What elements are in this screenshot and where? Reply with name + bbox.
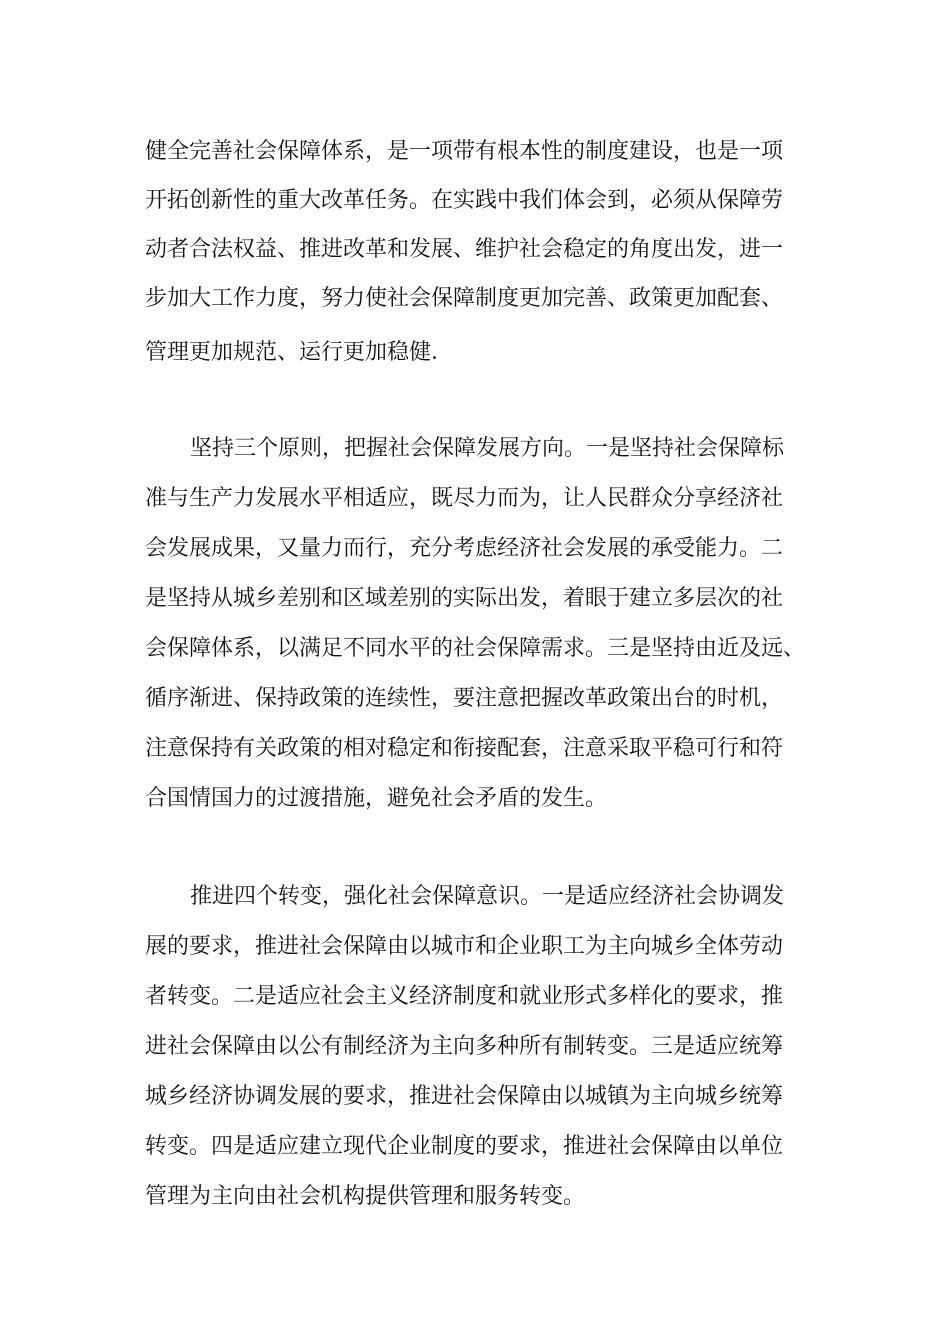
paragraph-first-line: 坚持三个原则，把握社会保障发展方向。一是坚持社会保障标: [190, 436, 785, 461]
paragraph-line: 会保障体系，以满足不同水平的社会保障需求。三是坚持由近及远、: [145, 636, 806, 661]
paragraph-line: 健全完善社会保障体系，是一项带有根本性的制度建设，也是一项: [145, 139, 784, 164]
paragraph-line: 循序渐进、保持政策的连续性，要注意把握改革政策出台的时机，: [145, 686, 784, 711]
paragraph-line: 城乡经济协调发展的要求，推进社会保障由以城镇为主向城乡统筹: [145, 1084, 784, 1109]
paragraph-line: 者转变。二是适应社会主义经济制度和就业形式多样化的要求，推: [145, 984, 784, 1009]
paragraph-first-line: 推进四个转变，强化社会保障意识。一是适应经济社会协调发: [190, 884, 785, 909]
paragraph-line: 动者合法权益、推进改革和发展、维护社会稳定的角度出发，进一: [145, 237, 784, 262]
paragraph-line: 进社会保障由以公有制经济为主向多种所有制转变。三是适应统筹: [145, 1034, 784, 1059]
paragraph-line: 合国情国力的过渡措施，避免社会矛盾的发生。: [145, 786, 608, 811]
paragraph-line: 管理更加规范、运行更加稳健.: [145, 340, 438, 365]
paragraph-line: 转变。四是适应建立现代企业制度的要求，推进社会保障由以单位: [145, 1134, 784, 1159]
paragraph-line: 管理为主向由社会机构提供管理和服务转变。: [145, 1184, 586, 1209]
paragraph-line: 会发展成果，又量力而行，充分考虑经济社会发展的承受能力。二: [145, 536, 784, 561]
paragraph-line: 步加大工作力度，努力使社会保障制度更加完善、政策更加配套、: [145, 286, 784, 311]
paragraph-line: 展的要求，推进社会保障由以城市和企业职工为主向城乡全体劳动: [145, 934, 784, 959]
paragraph-line: 注意保持有关政策的相对稳定和衔接配套，注意采取平稳可行和符: [145, 736, 784, 761]
paragraph-line: 是坚持从城乡差别和区域差别的实际出发，着眼于建立多层次的社: [145, 586, 784, 611]
paragraph-line: 开拓创新性的重大改革任务。在实践中我们体会到，必须从保障劳: [145, 188, 784, 213]
paragraph-line: 准与生产力发展水平相适应，既尽力而为，让人民群众分享经济社: [145, 486, 784, 511]
